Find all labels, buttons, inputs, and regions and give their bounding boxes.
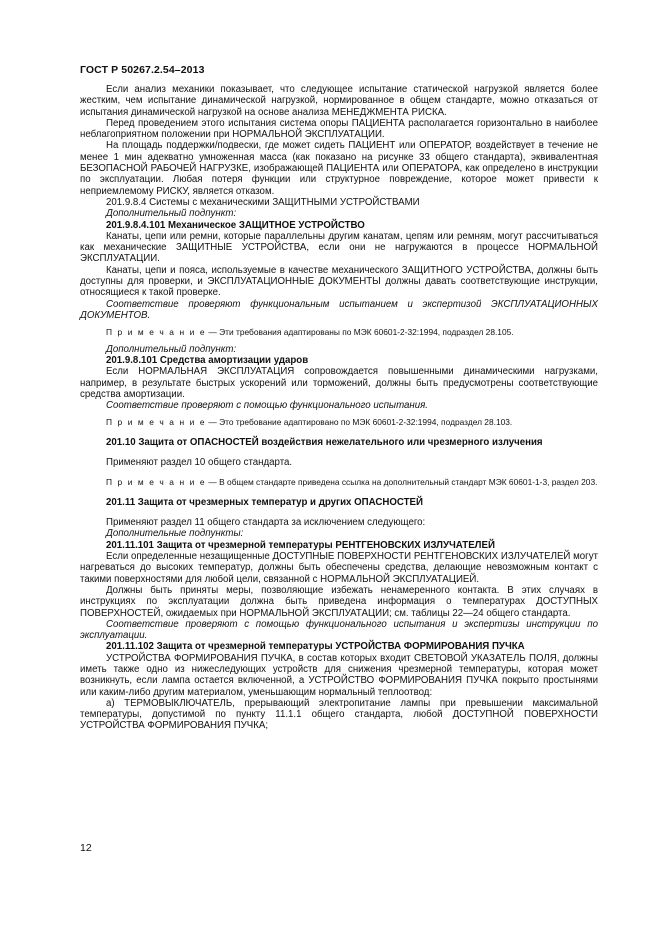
paragraph: Применяют раздел 11 общего стандарта за исключением следующего:: [106, 517, 426, 529]
standard-header: ГОСТ Р 50267.2.54–2013: [80, 64, 205, 76]
additional-subclause-label: Дополнительный подпункт:: [106, 208, 237, 220]
note-text: — Это требование адаптировано по МЭК 60601-2-32:1994, подраздел 28.103.: [206, 417, 513, 428]
note-label: П р и м е ч а н и е: [106, 477, 207, 488]
paragraph: Канаты, цепи и пояса, используемые в качестве механического ЗАЩИТНОГО УСТРОЙСТВА, должны быть доступны для проверки, и ЭКСПЛУАТАЦИОННЫЕ ДОКУМЕНТЫ должны давать соответствующие инструкции, относящиеся к такой проверке.: [80, 264, 598, 299]
paragraph: Должны быть приняты меры, позволяющие избежать ненамеренного контакта. В этих случаях в инструкциях по эксплуатации должна быть приведена информация о температурах ДОСТУПНЫХ ПОВЕРХНОСТЕЙ, ожидаемых при НОРМАЛЬНОЙ ЭКСПЛУАТАЦИИ; см. таблицы 22—24 общего стандарта.: [80, 584, 598, 619]
compliance-statement: Соответствие проверяют с помощью функционального испытания.: [106, 400, 428, 412]
section-heading: 201.11 Защита от чрезмерных температур и других ОПАСНОСТЕЙ: [106, 496, 423, 508]
section-heading: 201.10 Защита от ОПАСНОСТЕЙ воздействия нежелательного или чрезмерного излучения: [106, 436, 543, 448]
note-label: П р и м е ч а н и е: [106, 417, 207, 428]
page-body: [80, 84, 598, 732]
note: [80, 327, 598, 337]
additional-subclause-label: Дополнительные подпункты:: [106, 528, 244, 540]
paragraph: Перед проведением этого испытания система опоры ПАЦИЕНТА располагается горизонтально в наиболее неблагоприятном положении при НОРМАЛЬНОЙ ЭКСПЛУАТАЦИИ.: [80, 117, 598, 141]
note-label: П р и м е ч а н и е: [106, 327, 207, 338]
paragraph: Если НОРМАЛЬНАЯ ЭКСПЛУАТАЦИЯ сопровождается повышенными динамическими нагрузками, например, в результате быстрых ускорений или торможений, должны быть предусмотрены соответствующие средства амортизации.: [80, 366, 598, 400]
additional-subclause-label: Дополнительный подпункт:: [106, 343, 237, 355]
page-number: 12: [80, 842, 92, 854]
subclause-heading: 201.9.8.4 Системы с механическими ЗАЩИТНЫМИ УСТРОЙСТВАМИ: [106, 196, 420, 208]
subclause-heading: 201.9.8.101 Средства амортизации ударов: [106, 354, 309, 366]
list-item: а) ТЕРМОВЫКЛЮЧАТЕЛЬ, прерывающий электропитание лампы при превышении максимальной температуры, допустимой по пункту 11.1.1 общего стандарта, любой ДОСТУПНОЙ ПОВЕРХНОСТИ УСТРОЙСТВА ФОРМИРОВАНИЯ ПУЧКА;: [80, 697, 598, 732]
paragraph: УСТРОЙСТВА ФОРМИРОВАНИЯ ПУЧКА, в состав которых входит СВЕТОВОЙ УКАЗАТЕЛЬ ПОЛЯ, должны иметь также одно из нижеследующих устройств для снижения чрезмерной температуры, которая может возникнуть, если лампа остается включенной, а УСТРОЙСТВО ФОРМИРОВАНИЯ ПУЧКА покрыто простынями или каким-либо другим материалом, уменьшающим нормальный теплоотвод:: [80, 652, 598, 698]
note: [80, 477, 598, 487]
subclause-heading: 201.11.101 Защита от чрезмерной температуры РЕНТГЕНОВСКИХ ИЗЛУЧАТЕЛЕЙ: [106, 539, 495, 551]
compliance-statement: Соответствие проверяют с помощью функционального испытания и экспертизы инструкции по эксплуатации.: [80, 618, 598, 642]
subclause-heading: 201.9.8.4.101 Механическое ЗАЩИТНОЕ УСТРОЙСТВО: [106, 219, 365, 231]
paragraph: На площадь поддержки/подвески, где может сидеть ПАЦИЕНТ или ОПЕРАТОР, воздействует в течение не менее 1 мин адекватно умноженная масса (как показано на рисунке 33 общего стандарта), эквивалентная БЕЗОПАСНОЙ РАБОЧЕЙ НАГРУЗКЕ, изображающей ПАЦИЕНТА или ОПЕРАТОРА, как определено в инструкции по эксплуатации. Любая потеря функции или структурное повреждение, которое может привести к неприемлемому РИСКУ, является отказом.: [80, 140, 598, 197]
paragraph: Если анализ механики показывает, что следующее испытание статической нагрузкой является более жестким, чем испытание динамической нагрузкой, нормированное в общем стандарте, можно отказаться от испытания динамической нагрузкой на основе анализа МЕНЕДЖМЕНТА РИСКА.: [80, 84, 598, 118]
paragraph: Если определенные незащищенные ДОСТУПНЫЕ ПОВЕРХНОСТИ РЕНТГЕНОВСКИХ ИЗЛУЧАТЕЛЕЙ могут нагреваться до высоких температур, должны быть обеспечены средства, делающие невозможным контакт с такими поверхностями для любой цели, связанной с НОРМАЛЬНОЙ ЭКСПЛУАТАЦИЕЙ.: [80, 551, 598, 585]
note-text: — Эти требования адаптированы по МЭК 60601-2-32:1994, подраздел 28.105.: [206, 327, 514, 338]
paragraph: Применяют раздел 10 общего стандарта.: [106, 457, 293, 469]
note-text: — В общем стандарте приведена ссылка на дополнительный стандарт МЭК 60601-1-3, раздел 203.: [206, 477, 598, 488]
note: [80, 417, 598, 427]
compliance-statement: Соответствие проверяют функциональным испытанием и экспертизой ЭКСПЛУАТАЦИОННЫХ ДОКУМЕНТОВ.: [80, 298, 598, 321]
paragraph: Канаты, цепи или ремни, которые параллельны другим канатам, цепям или ремням, могут рассчитываться как механические ЗАЩИТНЫЕ УСТРОЙСТВА, если они не нагружаются в процессе НОРМАЛЬНОЙ ЭКСПЛУАТАЦИИ.: [80, 230, 598, 265]
subclause-heading: 201.11.102 Защита от чрезмерной температуры УСТРОЙСТВА ФОРМИРОВАНИЯ ПУЧКА: [106, 641, 525, 653]
